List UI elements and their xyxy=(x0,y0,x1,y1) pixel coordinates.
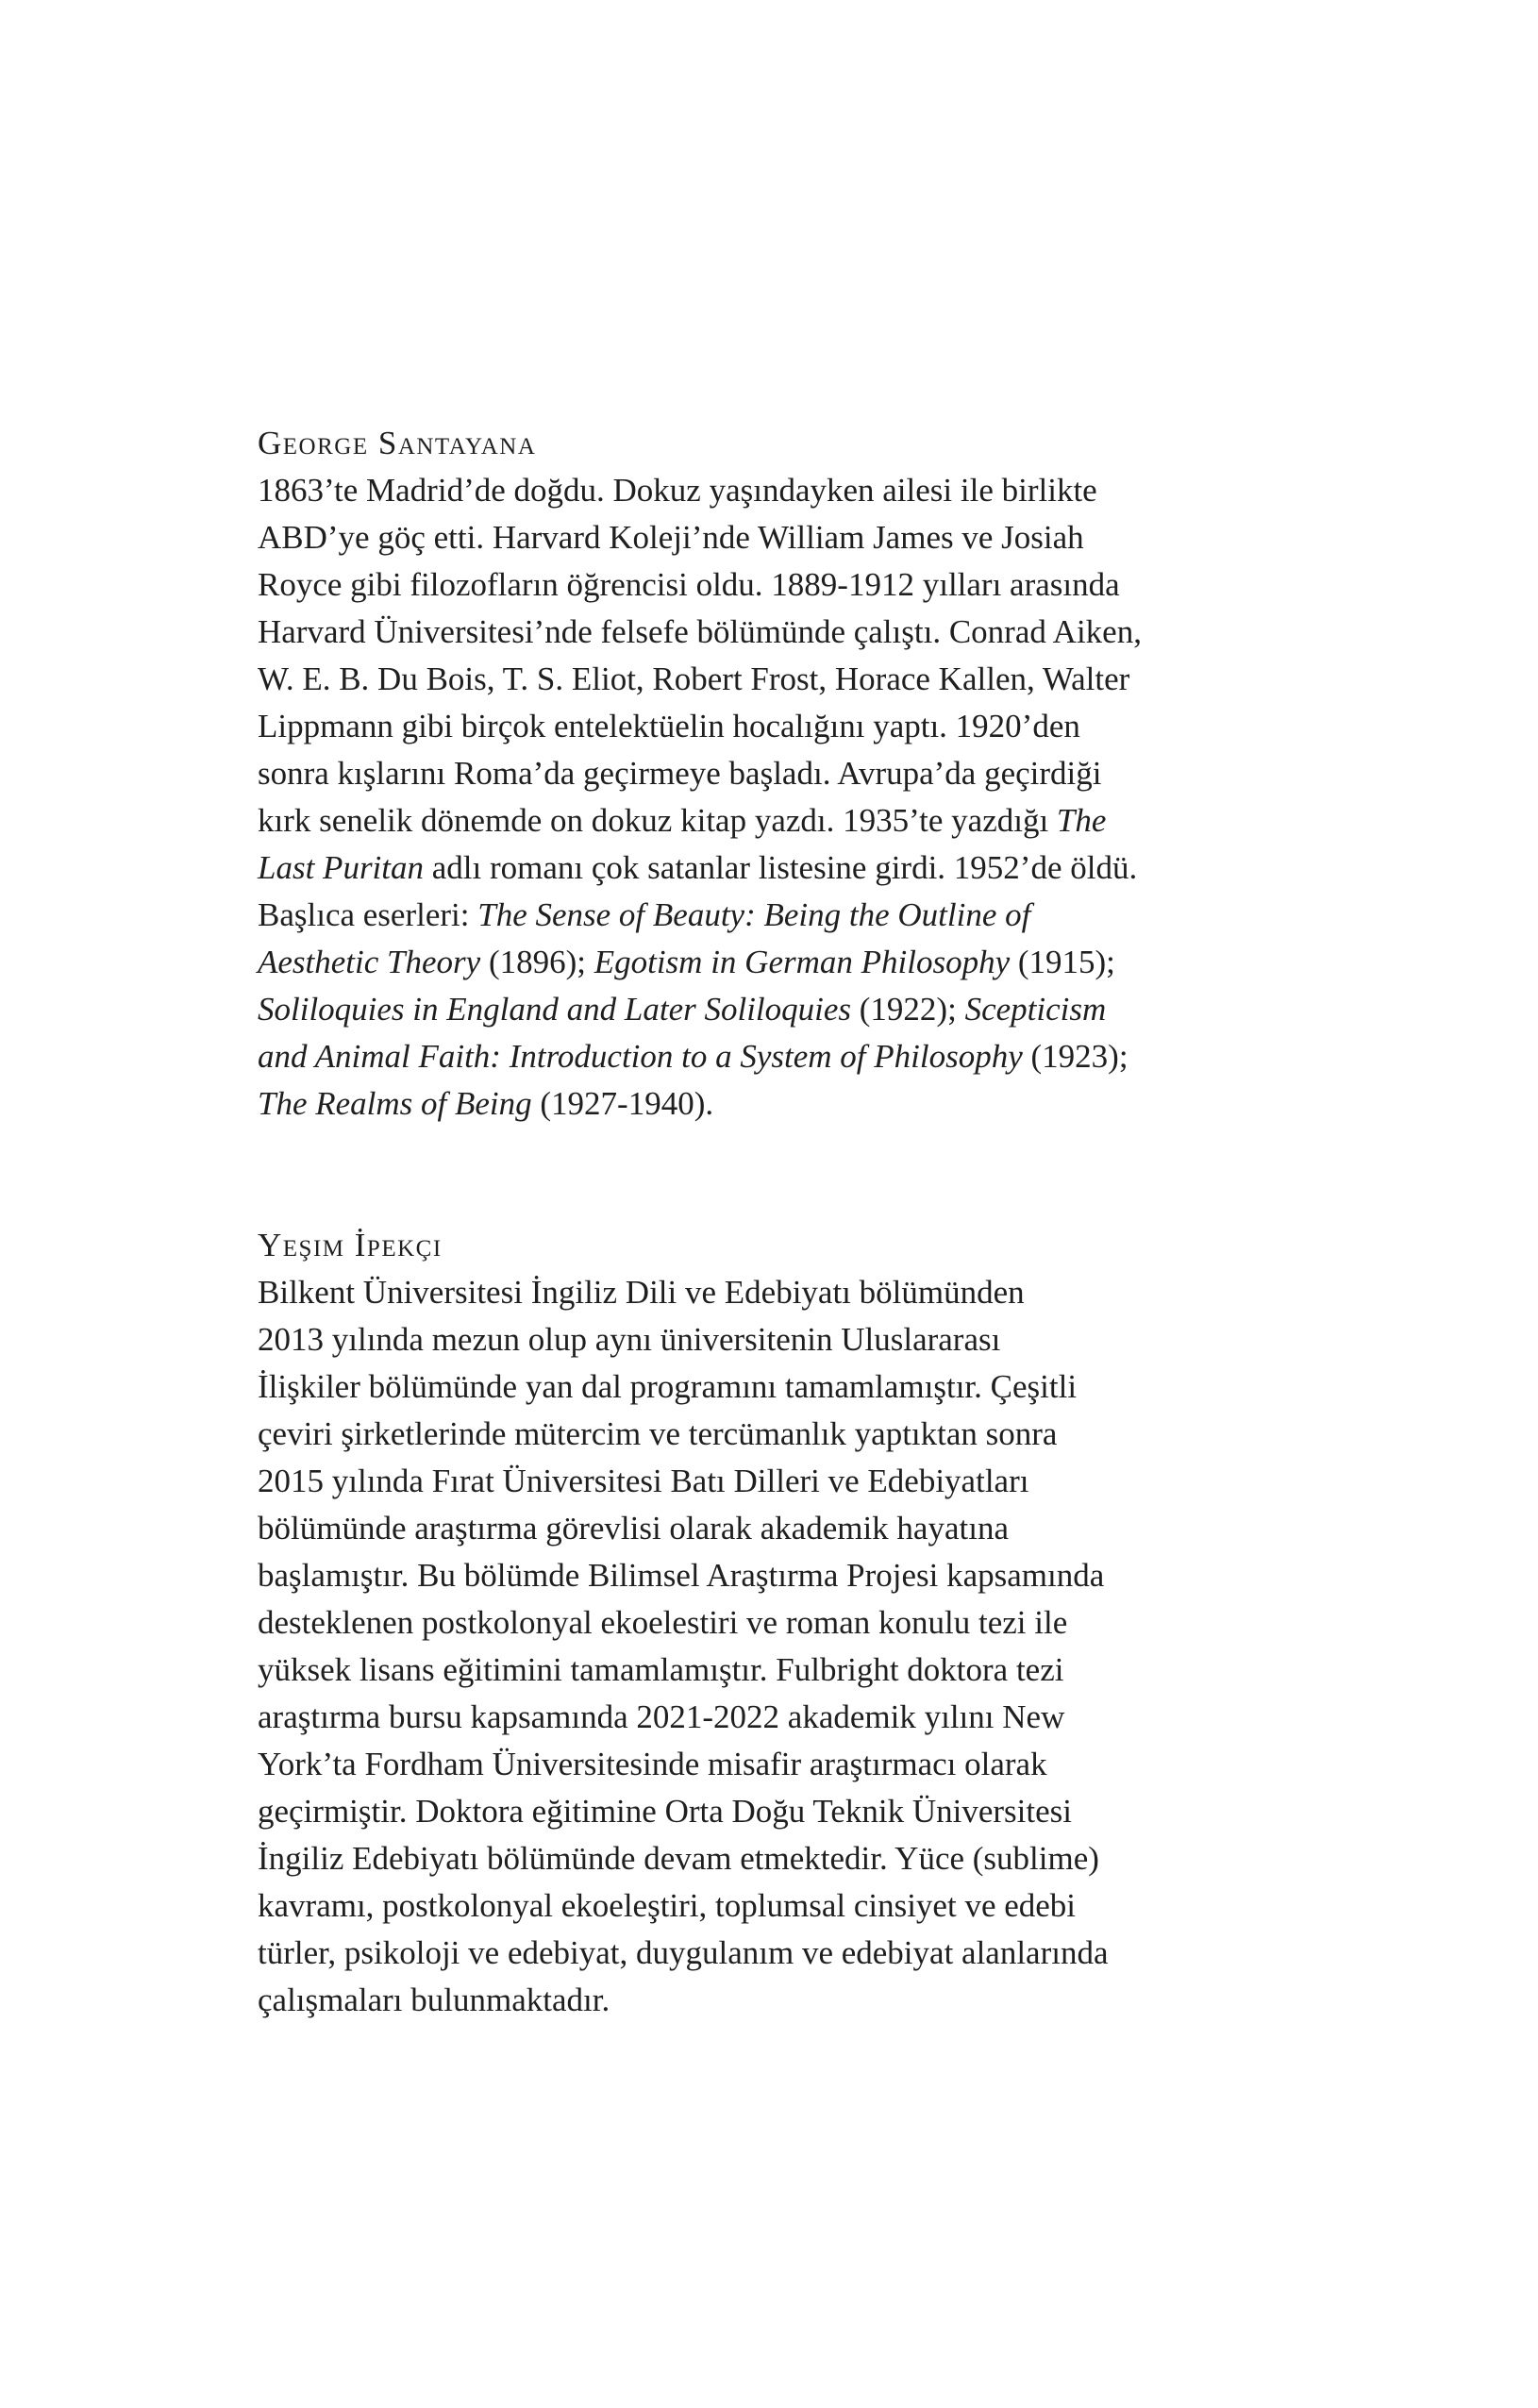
text-run: İngiliz Edebiyatı bölümünde devam etmektedir. Yüce (sublime) xyxy=(258,1840,1099,1877)
text-run: (1896); xyxy=(480,944,594,980)
text-line xyxy=(258,703,1390,750)
italic-text-run: The xyxy=(1056,802,1107,839)
text-run: Harvard Üniversitesi’nde felsefe bölümünde çalıştı. Conrad Aiken, xyxy=(258,613,1142,650)
text-run: çalışmaları bulunmaktadır. xyxy=(258,1982,610,2018)
text-line xyxy=(258,561,1390,609)
text-run: yüksek lisans eğitimini tamamlamıştır. Fulbright doktora tezi xyxy=(258,1651,1064,1688)
bio-heading-ipekci: Yeşim İpekçi xyxy=(258,1227,443,1263)
text-run: araştırma bursu kapsamında 2021-2022 akademik yılını New xyxy=(258,1698,1065,1735)
italic-text-run: The Sense of Beauty: Being the Outline of xyxy=(477,896,1031,933)
text-run: adlı romanı çok satanlar listesine girdi. 1952’de öldü. xyxy=(424,849,1138,886)
text-run: geçirmiştir. Doktora eğitimine Orta Doğu Teknik Üniversitesi xyxy=(258,1793,1072,1830)
text-line xyxy=(258,1458,1390,1505)
text-run: (1927-1940). xyxy=(531,1085,714,1122)
text-run: W. E. B. Du Bois, T. S. Eliot, Robert Frost, Horace Kallen, Walter xyxy=(258,661,1130,697)
text-line xyxy=(258,797,1390,844)
text-line xyxy=(258,1930,1390,1977)
text-run: ABD’ye göç etti. Harvard Koleji’nde William James ve Josiah xyxy=(258,519,1084,556)
text-run: çeviri şirketlerinde mütercim ve tercümanlık yaptıktan sonra xyxy=(258,1415,1058,1452)
text-run: başlamıştır. Bu bölümde Bilimsel Araştırma Projesi kapsamında xyxy=(258,1557,1105,1594)
text-run: York’ta Fordham Üniversitesinde misafir araştırmacı olarak xyxy=(258,1746,1047,1782)
text-line xyxy=(258,1552,1390,1599)
text-run: Başlıca eserleri: xyxy=(258,896,478,933)
text-line xyxy=(258,844,1390,892)
text-run: (1923); xyxy=(1022,1038,1128,1075)
bio-text-ipekci xyxy=(258,1269,1390,2024)
text-line xyxy=(258,892,1390,939)
text-run: Lippmann gibi birçok entelektüelin hocalığını yaptı. 1920’den xyxy=(258,708,1080,744)
text-line xyxy=(258,750,1390,797)
italic-text-run: Aesthetic Theory xyxy=(258,944,481,980)
text-line xyxy=(258,1882,1390,1930)
text-line xyxy=(258,1599,1390,1647)
italic-text-run: Last Puritan xyxy=(258,849,425,886)
text-line xyxy=(258,1788,1390,1835)
text-run: desteklenen postkolonyal ekoelestiri ve roman konulu tezi ile xyxy=(258,1604,1068,1641)
text-line xyxy=(258,1647,1390,1694)
text-line xyxy=(258,1694,1390,1741)
text-line xyxy=(258,1316,1390,1363)
text-run: (1922); xyxy=(851,991,965,1028)
text-line xyxy=(258,1977,1390,2024)
text-line xyxy=(258,986,1390,1033)
text-line xyxy=(258,939,1390,986)
text-run: kavramı, postkolonyal ekoeleştiri, toplumsal cinsiyet ve edebi xyxy=(258,1887,1077,1924)
text-line xyxy=(258,1411,1390,1458)
text-run: 2015 yılında Fırat Üniversitesi Batı Dilleri ve Edebiyatları xyxy=(258,1463,1029,1499)
text-line xyxy=(258,656,1390,703)
text-line xyxy=(258,467,1390,514)
text-run: Bilkent Üniversitesi İngiliz Dili ve Edebiyatı bölümünden xyxy=(258,1274,1025,1311)
italic-text-run: and Animal Faith: Introduction to a System of Philosophy xyxy=(258,1038,1023,1075)
bio-section-ipekci xyxy=(258,1222,1390,2024)
text-run: sonra kışlarını Roma’da geçirmeye başladı. Avrupa’da geçirdiği xyxy=(258,755,1102,792)
text-run: Royce gibi filozofların öğrencisi oldu. 1889-1912 yılları arasında xyxy=(258,566,1120,603)
text-run: bölümünde araştırma görevlisi olarak akademik hayatına xyxy=(258,1510,1009,1547)
text-line xyxy=(258,1741,1390,1788)
text-line xyxy=(258,1505,1390,1552)
bio-section-santayana xyxy=(258,420,1390,1128)
italic-text-run: The Realms of Being xyxy=(258,1085,532,1122)
text-run: 2013 yılında mezun olup aynı üniversitenin Uluslararası xyxy=(258,1321,1001,1358)
text-run: 1863’te Madrid’de doğdu. Dokuz yaşındayken ailesi ile birlikte xyxy=(258,472,1097,509)
book-page xyxy=(258,420,1390,2024)
text-run: kırk senelik dönemde on dokuz kitap yazdı. 1935’te yazdığı xyxy=(258,802,1057,839)
text-line xyxy=(258,1835,1390,1882)
text-line xyxy=(258,1269,1390,1316)
text-line xyxy=(258,1363,1390,1411)
text-run: (1915); xyxy=(1010,944,1115,980)
italic-text-run: Egotism in German Philosophy xyxy=(593,944,1011,980)
text-run: türler, psikoloji ve edebiyat, duygulanım ve edebiyat alanlarında xyxy=(258,1934,1109,1971)
text-line xyxy=(258,609,1390,656)
text-line xyxy=(258,514,1390,561)
text-run: İlişkiler bölümünde yan dal programını tamamlamıştır. Çeşitli xyxy=(258,1368,1078,1405)
text-line xyxy=(258,1080,1390,1128)
bio-text-santayana xyxy=(258,467,1390,1128)
bio-heading-santayana: George Santayana xyxy=(258,425,537,461)
italic-text-run: Soliloquies in England and Later Soliloquies xyxy=(258,991,852,1028)
italic-text-run: Scepticism xyxy=(964,991,1107,1028)
text-line xyxy=(258,1033,1390,1080)
